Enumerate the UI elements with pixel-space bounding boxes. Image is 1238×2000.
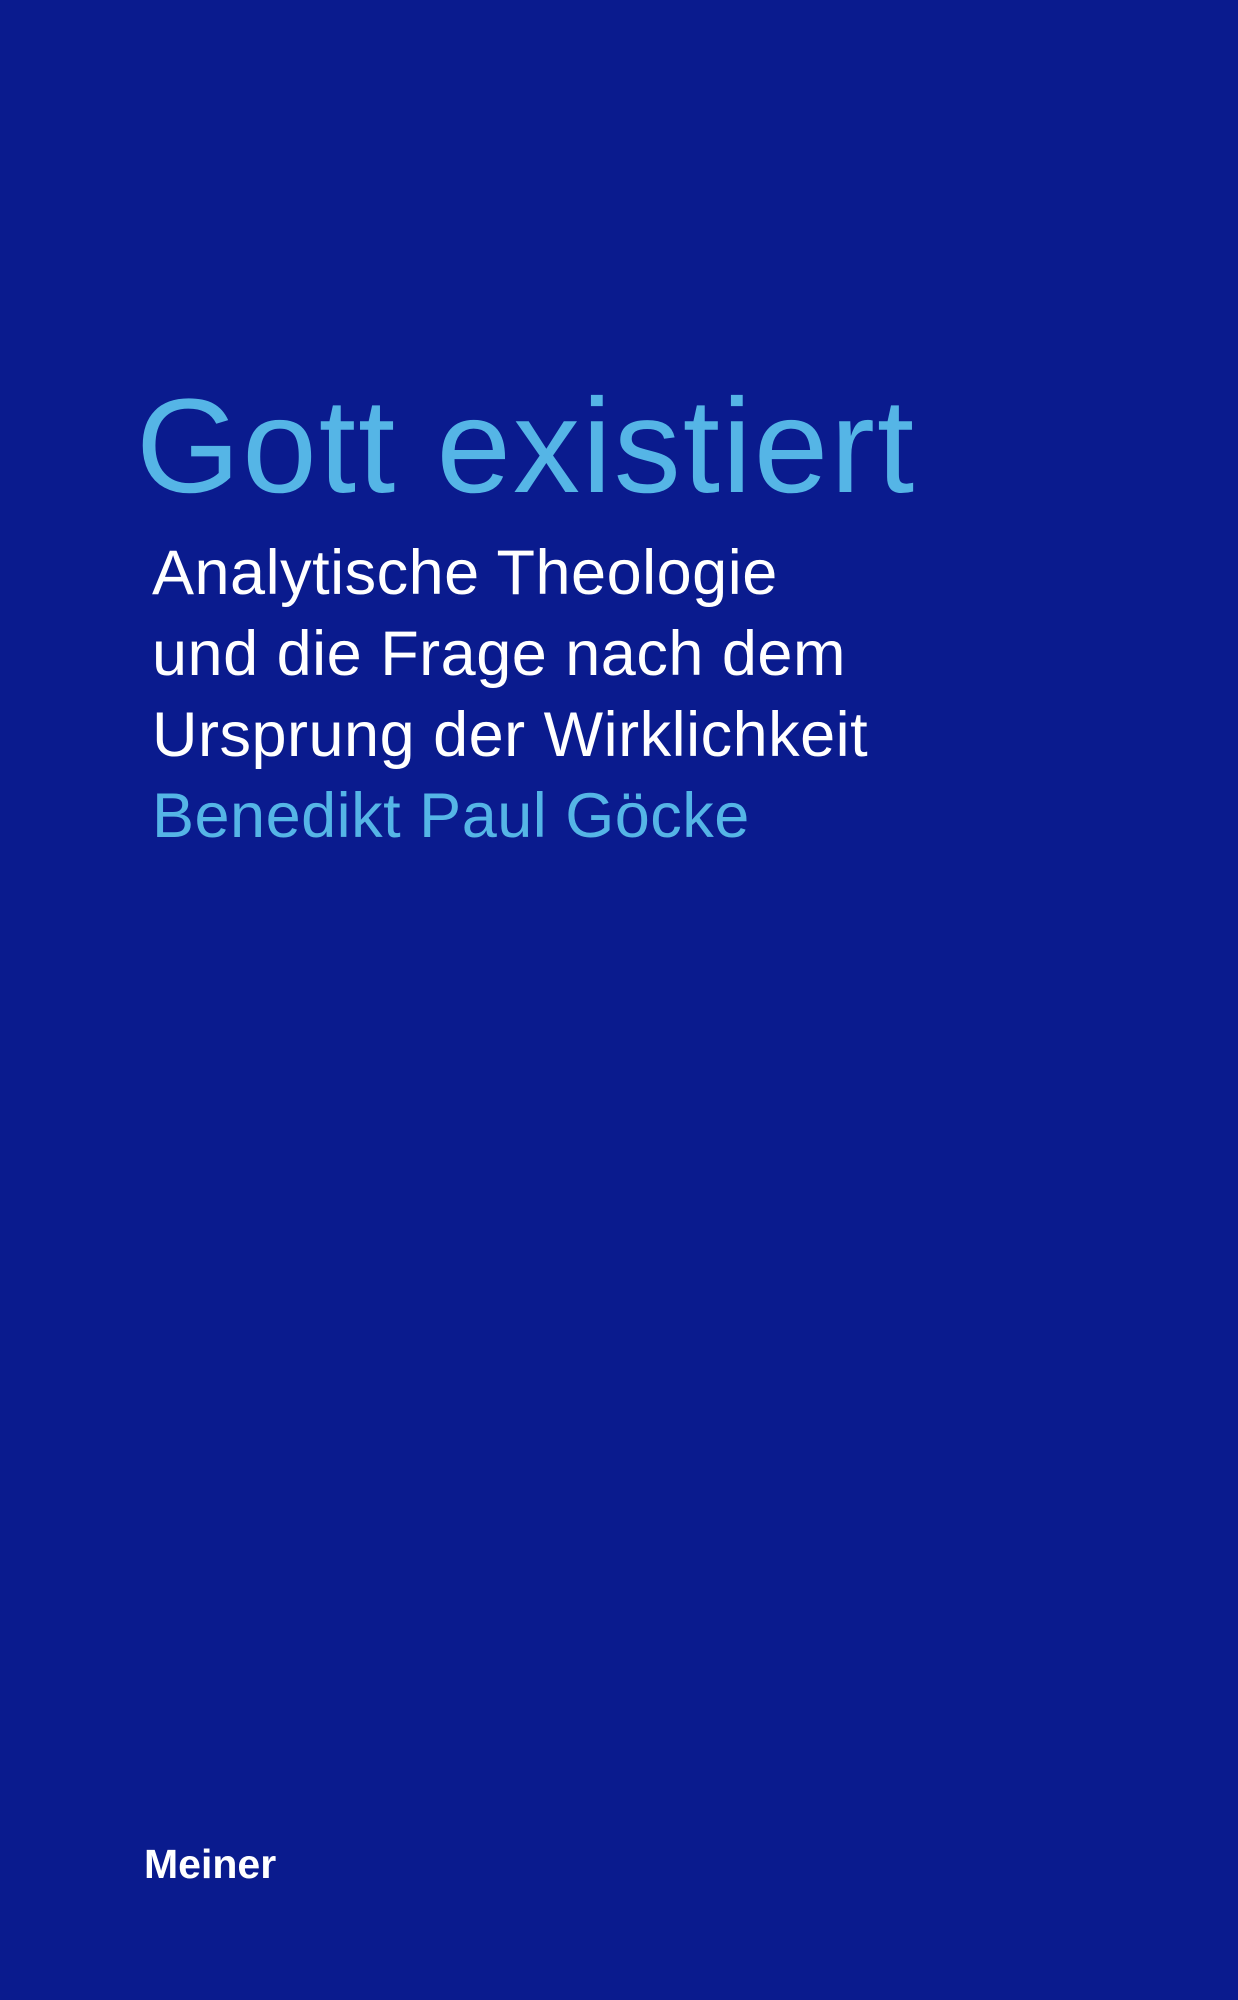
subtitle-line-1: Analytische Theologie: [152, 538, 778, 608]
subtitle-line-2: und die Frage nach dem: [152, 619, 846, 689]
book-subtitle: [152, 533, 868, 776]
author-name: Benedikt Paul Göcke: [152, 781, 750, 851]
publisher-logo: Meiner: [144, 1841, 277, 1887]
book-title: Gott existiert: [136, 372, 917, 521]
subtitle-line-3: Ursprung der Wirklichkeit: [152, 700, 869, 770]
